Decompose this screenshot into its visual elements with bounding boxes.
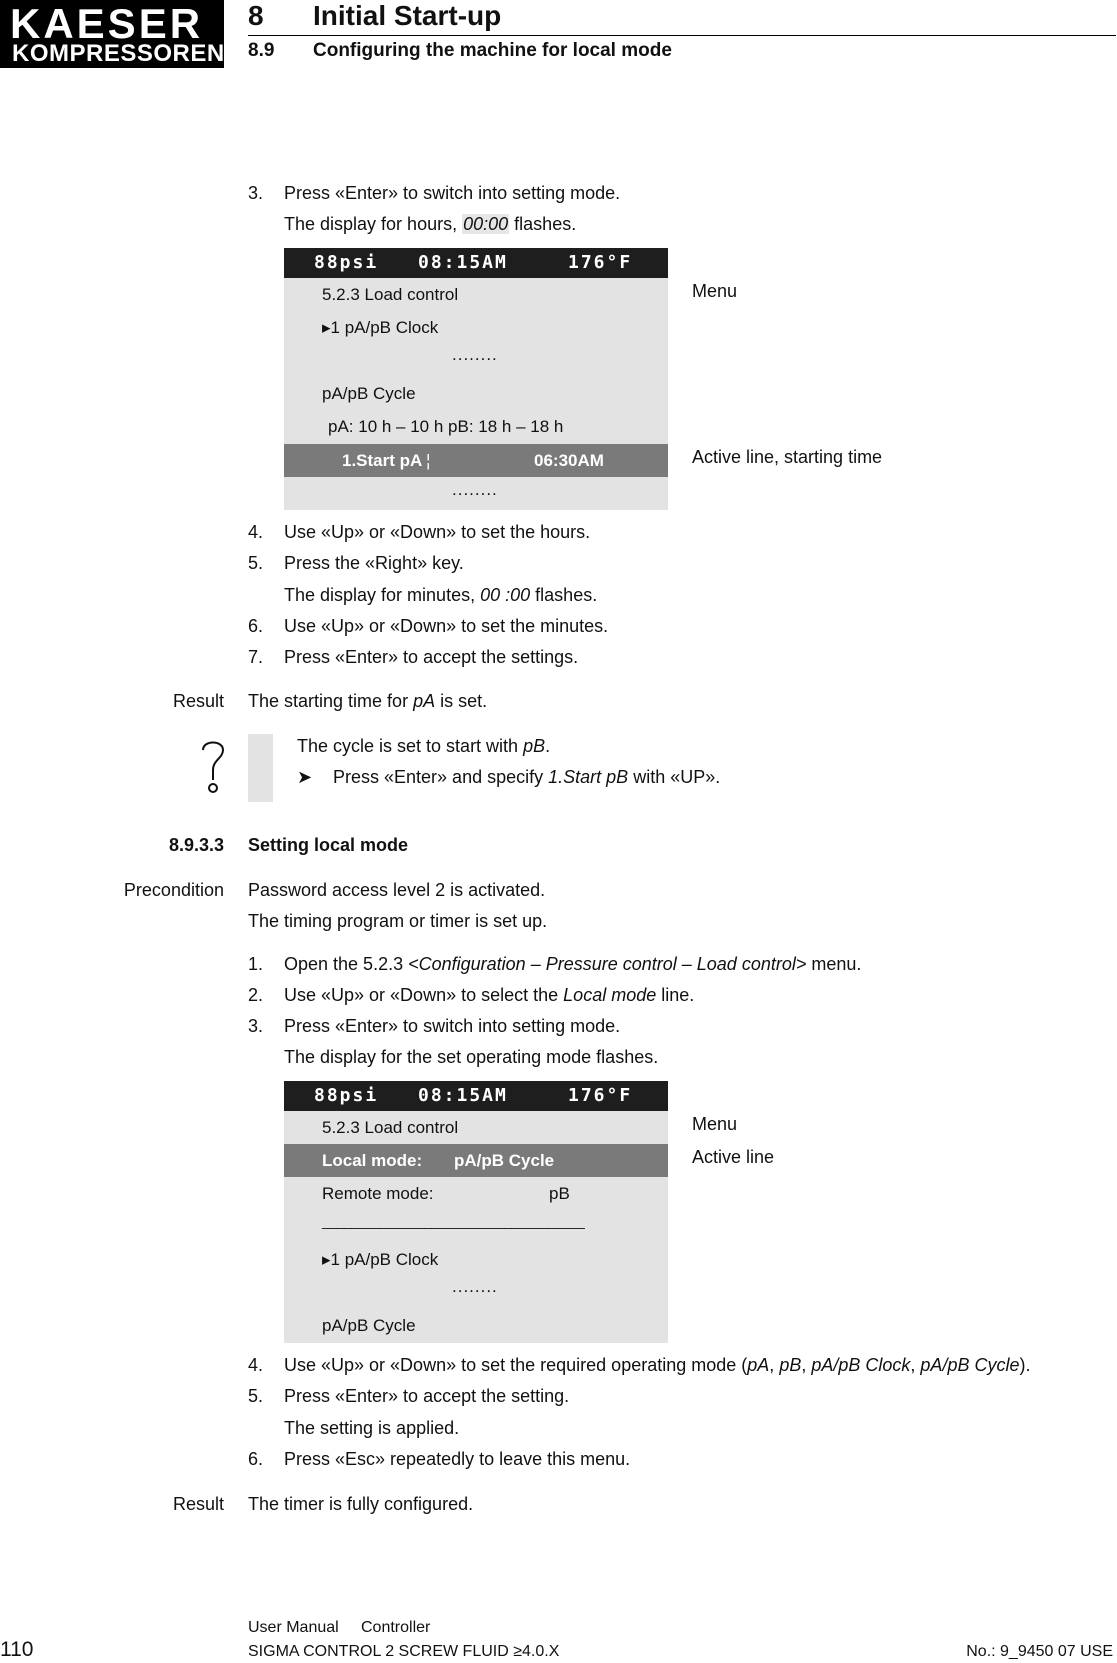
subsection-number: 8.9.3.3 [168, 835, 224, 855]
step-number: 2. [248, 985, 264, 1005]
step-text: Press «Enter» to accept the settings. [284, 647, 579, 667]
question-mark-icon [198, 736, 228, 796]
step-note: The display for the set operating mode flashes. [284, 1047, 659, 1067]
result-text: The starting time for pA is set. [248, 691, 488, 711]
step-number: 6. [248, 616, 264, 636]
step-number: 5. [248, 1386, 264, 1406]
footer-product: Controller [361, 1619, 431, 1636]
annotation-menu: Menu [692, 1114, 738, 1134]
display-line: ▸1 pA/pB Clock [322, 318, 439, 337]
display-status-bar [284, 248, 668, 278]
step-text: Press «Enter» to switch into setting mode. [284, 183, 621, 203]
time-readout: 08:15AM [418, 252, 508, 273]
note-bar [248, 734, 273, 802]
precondition-text: Password access level 2 is activated. [248, 880, 546, 900]
chapter-number: 8 [248, 0, 264, 31]
step-number: 1. [248, 954, 264, 974]
header-rule [248, 35, 1116, 36]
step-note: The display for hours, 00:00 flashes. [284, 214, 577, 234]
chapter-title: Initial Start-up [313, 0, 502, 31]
display-line: ▸1 pA/pB Clock [322, 1250, 439, 1269]
display-line: pA/pB Cycle [322, 384, 416, 403]
note-line: The cycle is set to start with pB. [297, 736, 551, 756]
footer-doc-type: User Manual [248, 1619, 339, 1636]
footer-doc-number: No.: 9_9450 07 USE [966, 1643, 1113, 1660]
step-note: The display for minutes, 00 :00 flashes. [284, 585, 598, 605]
annotation-menu: Menu [692, 281, 738, 301]
note-line: Press «Enter» and specify 1.Start pB with «UP». [333, 767, 721, 787]
display-line: pA: 10 h – 10 h pB: 18 h – 18 h [328, 417, 564, 436]
footer-product-line: SIGMA CONTROL 2 SCREW FLUID ≥4.0.X [248, 1643, 560, 1660]
kaeser-logo [0, 0, 224, 68]
note-arrow: ➤ [297, 767, 313, 787]
pressure-readout: 88psi [314, 252, 379, 273]
time-readout: 08:15AM [418, 1085, 508, 1106]
temperature-readout: 176°F [568, 1085, 633, 1106]
step-text: Press «Enter» to accept the setting. [284, 1386, 570, 1406]
pressure-readout: 88psi [314, 1085, 379, 1106]
display-active-line: 1.Start pA ¦ 06:30AM [284, 444, 668, 477]
display-menu-line: 5.2.3 Load control [322, 285, 459, 304]
annotation-active-line: Active line [692, 1147, 775, 1167]
step-text: Use «Up» or «Down» to select the Local mode line. [284, 985, 695, 1005]
temperature-readout: 176°F [568, 252, 633, 273]
step-text: Use «Up» or «Down» to set the hours. [284, 522, 591, 542]
step-text: Use «Up» or «Down» to set the minutes. [284, 616, 609, 636]
display-menu-line: 5.2.3 Load control [322, 1118, 459, 1137]
step-number: 7. [248, 647, 264, 667]
page-number: 110 [0, 1638, 34, 1661]
display-dots: ........ [452, 480, 498, 499]
step-text: Press «Enter» to switch into setting mode. [284, 1016, 621, 1036]
step-text: Press the «Right» key. [284, 553, 464, 573]
logo-line2: KOMPRESSOREN [12, 40, 225, 67]
display-dots: ........ [452, 1277, 498, 1296]
display-status-bar [284, 1081, 668, 1111]
annotation-active-line: Active line, starting time [692, 447, 883, 467]
controller-display-1 [284, 248, 668, 510]
precondition-label: Precondition [123, 880, 224, 900]
step-number: 4. [248, 522, 264, 542]
section-number: 8.9 [248, 40, 275, 61]
display-dots: ........ [452, 345, 498, 364]
cursor: ¦ [426, 451, 431, 470]
result-label: Result [172, 1494, 224, 1514]
precondition-text: The timing program or timer is set up. [248, 911, 548, 931]
flashing-value: 00:00 [463, 214, 509, 234]
step-number: 5. [248, 553, 264, 573]
step-text: Use «Up» or «Down» to set the required operating mode (pA, pB, pA/pB Clock, pA/pB Cycle). [284, 1355, 1031, 1375]
display-line: pA/pB Cycle [322, 1316, 416, 1335]
step-text: Open the 5.2.3 <Configuration – Pressure control – Load control> menu. [284, 954, 862, 974]
step-number: 3. [248, 1016, 264, 1036]
subsection-title: Setting local mode [248, 835, 409, 855]
display-active-line: Local mode: pA/pB Cycle [284, 1144, 668, 1177]
step-text: Press «Esc» repeatedly to leave this menu. [284, 1449, 631, 1469]
display-line: Remote mode: pB [322, 1184, 570, 1203]
display-separator: ____________________________________ [322, 1213, 585, 1229]
step-number: 3. [248, 183, 264, 203]
step-number: 6. [248, 1449, 264, 1469]
controller-display-2 [284, 1081, 668, 1343]
flashing-value: 00 :00 [480, 585, 531, 605]
step-note: The setting is applied. [284, 1418, 460, 1438]
logo-line1: KAESER [10, 0, 204, 47]
result-text: The timer is fully configured. [248, 1494, 474, 1514]
section-title: Configuring the machine for local mode [313, 40, 672, 61]
result-label: Result [172, 691, 224, 711]
step-number: 4. [248, 1355, 264, 1375]
